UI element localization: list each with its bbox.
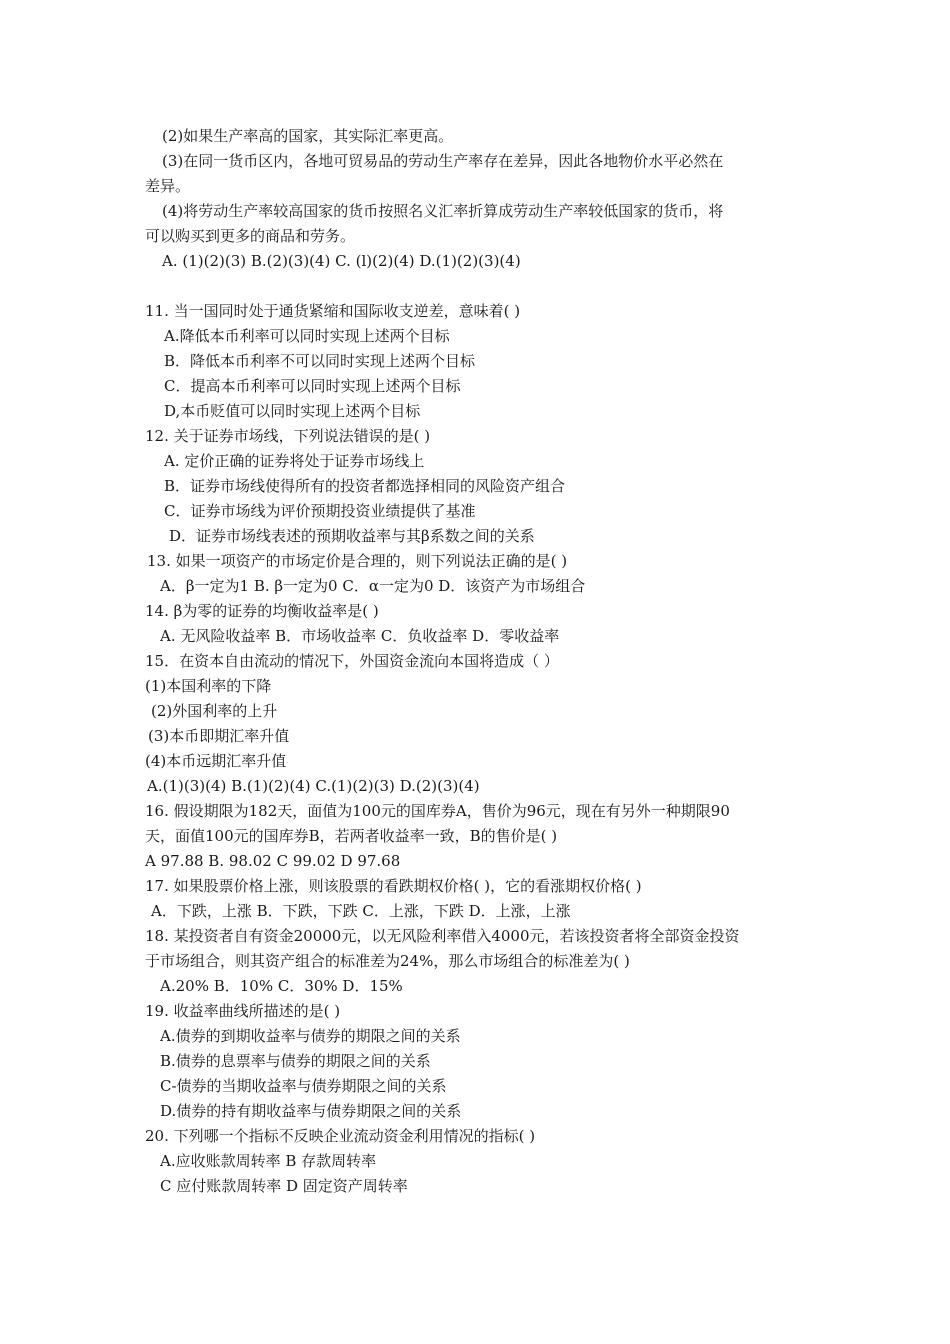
- option-line: D.债券的持有期收益率与债券期限之间的关系: [160, 1102, 462, 1120]
- question-11: 11. 当一国同时处于通货紧缩和国际收支逆差，意味着( ): [145, 302, 521, 320]
- question-20: 20. 下列哪一个指标不反映企业流动资金利用情况的指标( ): [145, 1127, 536, 1145]
- option-line: A.债券的到期收益率与债券的期限之间的关系: [160, 1027, 461, 1045]
- option-line: A.应收账款周转率 B 存款周转率: [160, 1152, 377, 1170]
- text-line: (4)将劳动生产率较高国家的货币按照名义汇率折算成劳动生产率较低国家的货币，将: [162, 202, 724, 220]
- text-line: 天，面值100元的国库券B，若两者收益率一致，B的售价是( ): [145, 827, 558, 845]
- option-line: A．β一定为1 B. β一定为0 C．α一定为0 D．该资产为市场组合: [160, 577, 586, 595]
- option-line: B.债券的息票率与债券的期限之间的关系: [160, 1052, 431, 1070]
- question-16: 16. 假设期限为182天，面值为100元的国库券A，售价为96元，现在有另外一种期限90: [145, 802, 730, 820]
- sub-item: (2)外国利率的上升: [151, 702, 278, 720]
- option-line: A. 无风险收益率 B．市场收益率 C．负收益率 D．零收益率: [160, 627, 560, 645]
- option-line: A 97.88 B. 98.02 C 99.02 D 97.68: [145, 852, 401, 870]
- sub-item: (3)本币即期汇率升值: [148, 727, 290, 745]
- text-line: (2)如果生产率高的国家，其实际汇率更高。: [162, 127, 454, 145]
- option-line: B．证券市场线使得所有的投资者都选择相同的风险资产组合: [164, 477, 566, 495]
- sub-item: (4)本币远期汇率升值: [145, 752, 287, 770]
- option-line: A．下跌，上涨 B．下跌，下跌 C．上涨，下跌 D．上涨，上涨: [151, 902, 571, 920]
- text-line: (3)在同一货币区内，各地可贸易品的劳动生产率存在差异，因此各地物价水平必然在: [162, 152, 724, 170]
- question-14: 14. β为零的证券的均衡收益率是( ): [145, 602, 379, 620]
- question-12: 12. 关于证券市场线，下列说法错误的是( ): [145, 427, 431, 445]
- question-15: 15．在资本自由流动的情况下，外国资金流向本国将造成（ ）: [145, 652, 559, 670]
- option-line: A.降低本币利率可以同时实现上述两个目标: [164, 327, 450, 345]
- option-line: C．证券市场线为评价预期投资业绩提供了基准: [164, 502, 476, 520]
- question-19: 19. 收益率曲线所描述的是( ): [145, 1002, 341, 1020]
- option-line: B．降低本币利率不可以同时实现上述两个目标: [164, 352, 476, 370]
- text-line: A. (1)(2)(3) B.(2)(3)(4) C. (l)(2)(4) D.(1)(2)(3)(4): [162, 252, 521, 270]
- sub-item: (1)本国利率的下降: [145, 677, 272, 695]
- question-18: 18. 某投资者自有资金20000元，以无风险利率借入4000元，若该投资者将全部资金投资: [145, 927, 740, 945]
- option-line: D．证券市场线表述的预期收益率与其β系数之间的关系: [169, 527, 535, 545]
- option-line: C-债券的当期收益率与债券期限之间的关系: [160, 1077, 447, 1095]
- question-13: 13. 如果一项资产的市场定价是合理的，则下列说法正确的是( ): [147, 552, 568, 570]
- text-line: 差异。: [145, 177, 191, 195]
- option-line: D,本币贬值可以同时实现上述两个目标: [164, 402, 421, 420]
- option-line: C 应付账款周转率 D 固定资产周转率: [160, 1177, 408, 1195]
- option-line: A.(1)(3)(4) B.(1)(2)(4) C.(1)(2)(3) D.(2)(3)(4): [147, 777, 480, 795]
- question-17: 17. 如果股票价格上涨，则该股票的看跌期权价格( )，它的看涨期权价格( ): [145, 877, 642, 895]
- text-line: 可以购买到更多的商品和劳务。: [145, 227, 356, 245]
- option-line: A.20% B．10% C．30% D．15%: [160, 977, 403, 995]
- option-line: A. 定价正确的证券将处于证券市场线上: [164, 452, 425, 470]
- option-line: C．提高本币利率可以同时实现上述两个目标: [164, 377, 461, 395]
- text-line: 于市场组合，则其资产组合的标准差为24%，那么市场组合的标准差为( ): [145, 952, 630, 970]
